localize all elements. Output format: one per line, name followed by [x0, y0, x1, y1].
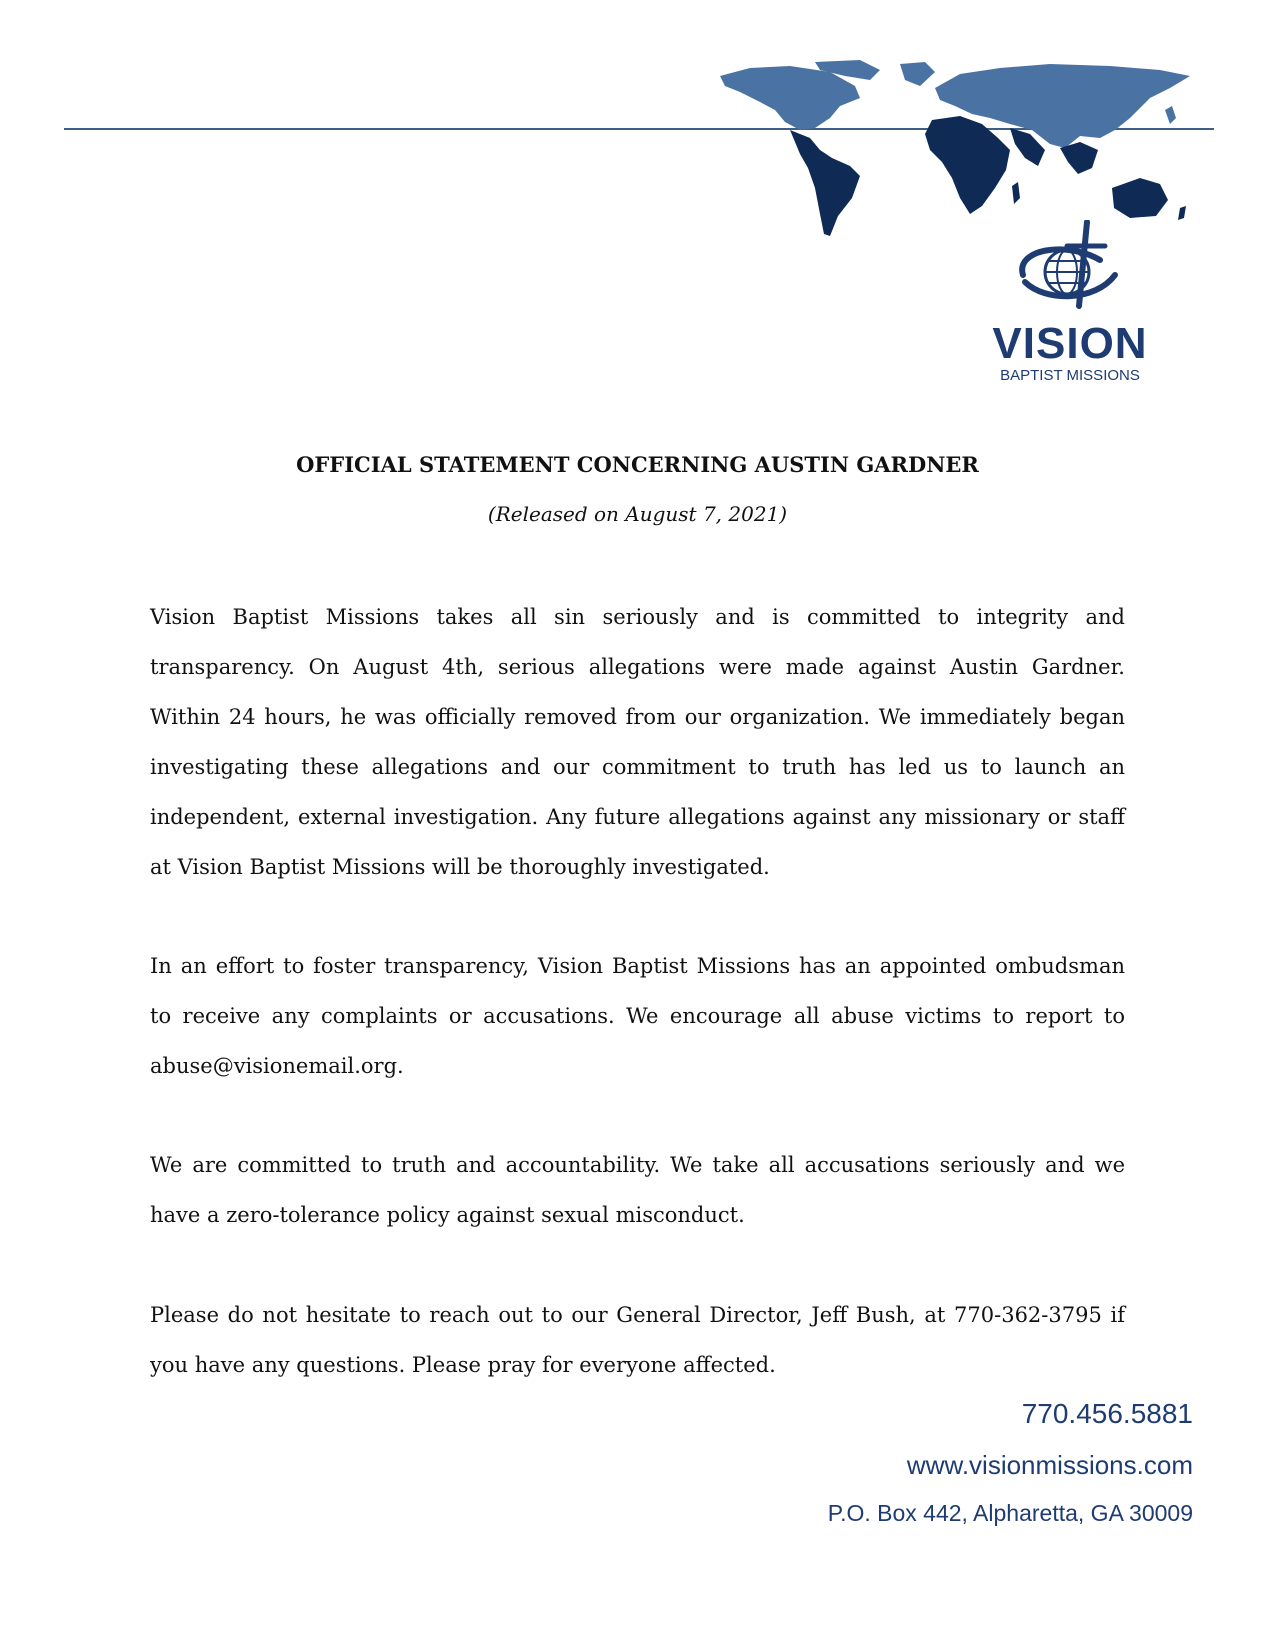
paragraph-4: Please do not hesitate to reach out to our General Director, Jeff Bush, at 770-362-3795 if you have any questions. Please pray for everyone affected.	[150, 1303, 1125, 1377]
release-date: (Released on August 7, 2021)	[487, 502, 788, 526]
paragraph-1: Vision Baptist Missions takes all sin seriously and is committed to integrity and transparency. On August 4th, serious allegations were made against Austin Gardner. Within 24 hours, he was officially removed from our organization. We immediately began investigating these allegations and our commitment to truth has led us to launch an independent, external investigation. Any future allegations against any missionary or staff at Vision Baptist Missions will be thoroughly investigated.	[150, 605, 1125, 879]
logo-wordmark: VISION	[992, 319, 1148, 368]
globe-cross-icon	[1005, 220, 1135, 320]
contact-phone: 770.456.5881	[1021, 1398, 1193, 1429]
logo-subtitle: BAPTIST MISSIONS	[1000, 367, 1140, 384]
statement-title: OFFICIAL STATEMENT CONCERNING AUSTIN GARDNER	[296, 452, 979, 477]
contact-address: P.O. Box 442, Alpharetta, GA 30009	[827, 1500, 1193, 1526]
paragraph-2: In an effort to foster transparency, Vision Baptist Missions has an appointed ombudsman to receive any complaints or accusations. We encourage all abuse victims to report to abuse@visionemail.org.	[150, 954, 1125, 1078]
contact-website[interactable]: www.visionmissions.com	[906, 1450, 1193, 1480]
paragraph-3: We are committed to truth and accountability. We take all accusations seriously and we have a zero-tolerance policy against sexual misconduct.	[150, 1153, 1125, 1227]
vision-logo	[985, 220, 1160, 390]
